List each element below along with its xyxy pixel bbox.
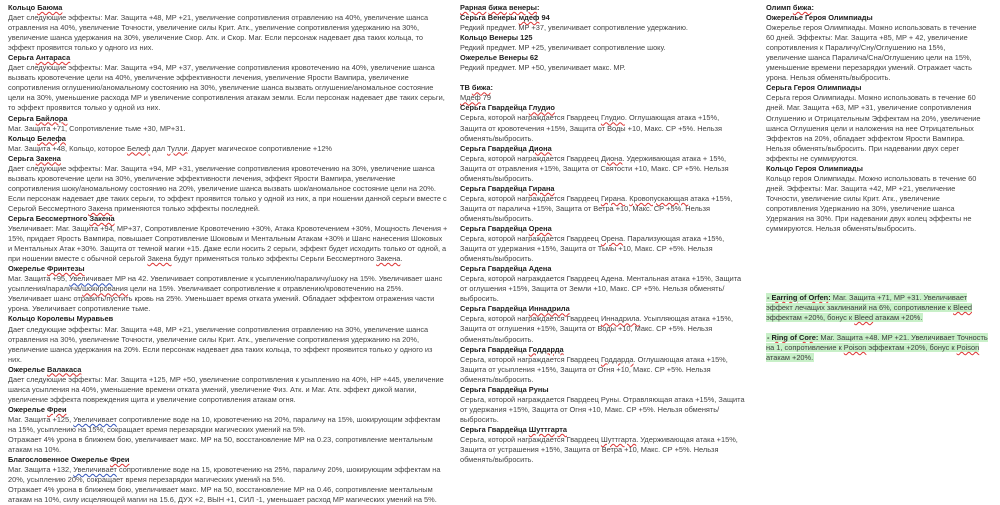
desc-text: сопротивление воде на 10, кровотечению на 20%, параличу на 15%, шокирующим эффектам на 15%, усыплению на 15%, сокращает время перезарядки магических умений на 5%. (8, 414, 441, 434)
item-venus-earring (460, 13, 745, 33)
name-word: Earring (771, 293, 798, 302)
desc-text: дал (150, 143, 168, 153)
desc-text: Серьга, которой награждается Гвардеец (460, 113, 601, 123)
title-text: Серьга (8, 153, 36, 163)
item-title (460, 103, 745, 113)
item-title: Ожерелье Венеры 62 (460, 53, 539, 63)
item-description-extra: Отражает 4% урона в ближнем бою, увеличивает макс. MP на 50, восстановление MP на 0.46, сопротивление ментальным атакам на 10%, силу исцеляющей магии на 15.6, ДУХ +2, ВЫН +1, СИЛ -1, уменьшает расход MP магических умений на 5%. (8, 485, 437, 505)
note-text: атакам +20%. (766, 353, 814, 363)
title-text: Серьга Гвардейца (460, 304, 529, 314)
desc-text: . Усыпляющая атака +15%, Защита от оглушения +15%, Защита от Воды +10, Макс. СР +5%. Нельзя обменять/выбросить. (460, 314, 734, 344)
item-description (460, 113, 745, 143)
item-baium-ring (8, 3, 448, 53)
item-description (460, 314, 745, 344)
header-colon: : (811, 3, 814, 12)
item-venus-ring (460, 33, 745, 53)
desc-name: Иннадрила (600, 314, 640, 324)
item-immortal-zaken-earring (8, 214, 448, 264)
note-text: Маг. Защита +48. MP +21. Увеличивает Точность на 1, сопротивление к (766, 333, 988, 353)
title-name: Валакаса (47, 364, 82, 374)
tv-mdef (460, 93, 745, 103)
tv-section-header (460, 83, 745, 93)
item-olympiad-necklace (766, 13, 986, 83)
note-text: атакам +20%. (873, 313, 923, 323)
item-venus-necklace (460, 53, 745, 73)
item-dion-earring (460, 144, 745, 184)
item-goddard-earring (460, 345, 745, 385)
desc-text: Маг. Защита +125, (8, 414, 74, 424)
desc-text: Дает следующие эффекты: Маг. Защита +94, MP +31, увеличение сопротивления кровотечению на 30%, увеличение шанса вызвать кровотечение цели на 30%, увеличение эффективности лечения, эффект Ярости Вампира, увеличение сопротивления шоку/аномальному состоянию на 20%, увеличение шанса вызвать шок/аномальное состояние цели на 20%. Если персонаж надевает две таких серьги, то эффект проявится только у одной из них, а при ношении данной серьги вместе с Серьгой Бессмертного (8, 163, 447, 213)
left-column (8, 3, 448, 505)
header-colon: : (537, 3, 540, 12)
title-text: Серьга (8, 53, 36, 63)
desc-name: Годдарда (600, 354, 634, 364)
desc-word: Увеличивает (73, 414, 117, 424)
title-text: Ожерелье (8, 264, 48, 274)
desc-text: Серьга, которой награждается Гвардеец (460, 354, 601, 364)
mdef-value: 79 (480, 93, 491, 103)
header-text: ТВ (460, 83, 472, 93)
title-text: Кольцо (8, 133, 38, 143)
item-title (460, 425, 745, 435)
dash: - (767, 293, 772, 302)
title-text: Серьга (8, 113, 36, 123)
name-word: of (797, 293, 809, 302)
item-description: Дает следующие эффекты: Маг. Защита +48, MP +21, увеличение сопротивления отравлению на 40%, увеличение шанса отравления на 40%, увеличение Точности, увеличение силы Крит. Атк., увеличение сопротивления удержанию на 30%, увеличение шанса удержания на 30%, увеличение Скор. Атк. и Скор. Маг. Если персонаж надевает два таких кольца, то эффект проявится только у одного из них. (8, 13, 429, 53)
item-frintezza-necklace (8, 264, 448, 314)
title-name: Годдарда (528, 344, 564, 354)
name-word: Orfen (808, 293, 829, 302)
desc-name: Шуттгарта (600, 434, 637, 444)
name-word: Ring (771, 333, 788, 343)
item-giran-earring (460, 184, 745, 224)
item-title (8, 365, 448, 375)
desc-text: будут применяться только эффекты Серьги Бессмертного (171, 254, 377, 264)
item-title (460, 345, 745, 355)
item-title: Серьга Гвардейца Адена (460, 264, 552, 274)
title-name: Закена (35, 153, 61, 163)
title-name: Шуттгарта (528, 424, 567, 434)
item-description (8, 224, 448, 264)
item-description: Серьга, которой награждается Гвардеец Адена. Ментальная атака +15%, Защита от оглушения +15%, Защита от Земли +10, Макс. СР +5%. Нельзя обменять/выбросить. (460, 274, 742, 304)
desc-text: . Дарует магическое сопротивление +12% (187, 143, 333, 153)
name-word: Core (799, 333, 816, 343)
title-name: Баюма (37, 3, 63, 12)
venus-section-header (460, 3, 745, 13)
title-name: Байлора (35, 113, 68, 123)
item-description (8, 274, 448, 314)
header-colon: : (490, 83, 493, 93)
item-beleth-ring (8, 134, 448, 154)
note-text: Маг. Защита +71, MP +31. Увеличивает эффект лечащих заклинаний на 6%, сопротивление к (766, 293, 968, 313)
item-title (8, 314, 448, 324)
title-text: Кольцо (8, 3, 38, 12)
item-description (8, 465, 448, 485)
desc-word: Кровопускающая (629, 193, 689, 203)
item-description (460, 194, 745, 224)
item-description (8, 164, 448, 214)
desc-name: Диона (600, 153, 623, 163)
item-description: Маг. Защита +71, Сопротивление тьме +30, MP+31. (8, 123, 186, 133)
item-olympiad-earring (766, 83, 986, 163)
item-title (460, 184, 745, 194)
desc-text: Маг. Защита +95, (8, 274, 70, 284)
item-baylor-earring (8, 114, 448, 134)
note-word: Bleed (953, 303, 972, 313)
title-text: Благословенное Ожерелье (8, 455, 110, 465)
desc-text: Серьга, которой награждается Гвардеец (460, 193, 601, 203)
item-aden-earring (460, 264, 745, 304)
header-text: Олимп (766, 3, 793, 12)
item-title (8, 455, 448, 465)
item-title (8, 53, 448, 63)
desc-name: Гирана (600, 193, 626, 203)
item-description: Дает следующие эффекты: Маг. Защита +94, MP +37, увеличение сопротивления кровотечению на 40%, увеличение шанса вызвать кровотечение цели на 40%, увеличение эффективности лечения, увеличение Ярости Вампира, увеличение сопротивления оглушению/аномальному состоянию на 30%, увеличение шанса вызвать оглушение/аномальное состояние цели на 30%, уменьшение расхода MP и увеличение сопротивления атакам земли. Если персонаж надевает две таких серьги, то эффект проявится только у одной из них. (8, 63, 445, 113)
desc-name: Закена (88, 203, 113, 213)
desc-name: Закена (147, 254, 172, 264)
item-freya-necklace (8, 405, 448, 455)
highlighted-text (766, 293, 972, 322)
note-text: эффектам +20%, бонус к (766, 313, 855, 323)
desc-name: Тулли (167, 143, 188, 153)
title-text: Серьга Гвардейца (460, 143, 529, 153)
title-text: Серьга Гвардейца (460, 103, 529, 113)
desc-text: атака +15%, Защита от паралича +15%, Защита от Ветра +10, Макс. СР +5%. Нельзя обменять/выбросить. (460, 193, 733, 223)
title-name: Фреи (109, 455, 130, 465)
title-text: Серьга Гвардейца (460, 183, 529, 193)
desc-word: Увеличивает (69, 274, 113, 284)
desc-name: Закена (376, 254, 401, 264)
desc-text: . Парализующая атака +15%, Защита от удержания +15%, Защита от Тьмы +10, Макс. СР +5%. Нельзя обменять/выбросить. (460, 234, 725, 264)
note-title (767, 333, 818, 342)
title-name: Иннадрила (528, 304, 570, 314)
note-ring-of-core (766, 333, 990, 363)
colon: : (828, 293, 831, 302)
header-word: бижа (471, 83, 491, 93)
item-antharas-earring (8, 53, 448, 113)
item-title (8, 134, 448, 144)
item-description-extra: Отражает 4% урона в ближнем бою, увеличивает макс. MP на 50, восстановление MP на 0.23, сопротивление ментальным атакам на 10%. (8, 435, 433, 455)
item-title (8, 405, 448, 415)
desc-name: Глудио (600, 113, 625, 123)
title-name: Закена (89, 213, 115, 223)
desc-name: Белеф (127, 143, 151, 153)
note-earring-of-orfen (766, 293, 990, 323)
desc-text: применяются только эффекты последней. (112, 203, 260, 213)
title-text: Кольцо Королевы Муравьев (8, 314, 114, 324)
title-name: Диона (528, 143, 552, 153)
header-word: бижа (792, 3, 812, 12)
header-word: Рарная (460, 3, 487, 12)
dash: - (767, 333, 772, 343)
title-name: Глудио (528, 103, 555, 113)
item-description: Кольцо героя Олимпиады. Можно использовать в течение 60 дней. Эффекты: Маг. Защита +42, MP +21, увеличение Точности, увеличение силы Крит. Атк., увеличение сопротивления Удержанию на 30%, увеличение шанса Удержания на 30%. При надевании двух колец эффекты не суммируются. Нельзя обменять/выбросить. (766, 173, 977, 234)
item-title (8, 3, 448, 13)
note-word: Poison (843, 343, 867, 353)
item-description (460, 154, 745, 184)
item-olympiad-ring (766, 164, 986, 234)
desc-text: Серьга, которой награждается Гвардеец (460, 314, 601, 324)
item-oren-earring (460, 224, 745, 264)
spacer (460, 73, 745, 83)
item-title: Серьга Героя Олимпиады (766, 83, 862, 93)
item-zaken-earring (8, 154, 448, 214)
desc-name: Орена (600, 234, 624, 244)
desc-text: . Удерживающая атака + 15%, Защита от отравления +15%, Защита от Святости +10, Макс. СР +5%. Нельзя обменять/выбросить. (460, 153, 729, 183)
item-description: Редкий предмет. MP +50, увеличивает макс. MP. (460, 63, 626, 73)
item-title (8, 214, 448, 224)
title-text: Ожерелье (8, 364, 48, 374)
desc-text: Маг. Защита +48, Кольцо, которое (8, 143, 127, 153)
mdef-label: Мдеф (460, 93, 481, 103)
title-name: Фреи (47, 404, 67, 414)
desc-word: Увеличивает (73, 465, 117, 475)
item-valakas-necklace (8, 365, 448, 405)
item-title (8, 264, 448, 274)
item-description: Дает следующие эффекты: Маг. Защита +125, MP +50, увеличение сопротивления к усыплению на 40%, HP +445, увеличение шанса усыпления на 40%, уменьшение времени отката умений, увеличение Физ. Атк. и Маг. Атк. эффект дикой магии, увеличение эффекта повреждения щита и увеличение сопротивления атакам огня. (8, 374, 444, 404)
desc-text: Маг. Защита +132, (8, 465, 74, 475)
middle-column (460, 3, 745, 465)
colon: : (815, 333, 819, 343)
item-title: Кольцо Венеры 125 (460, 33, 533, 43)
desc-text: . Оглушающая атака +15%, Защита от усыпления +15%, Защита от Огня +10, Макс. СР +5%. Нельзя обменять/выбросить. (460, 354, 728, 384)
note-word: Poison (956, 343, 980, 353)
desc-text: Серьга, которой награждается Гвардеец (460, 153, 601, 163)
item-description (460, 355, 745, 385)
desc-text: цели на 15%. Увеличивает сопротивление к отравлению/кровотечению на 25%. Увеличивает шанс отравить/пустить кровь на 25%. Уменьшает время отката умений. Обладает эффектом отражения части урона. Увеличивает сопротивление тьме. (8, 284, 435, 314)
mdef-value: 94 (539, 13, 550, 23)
item-schuttgart-earring (460, 425, 745, 465)
item-queen-ant-ring (8, 314, 448, 364)
item-title (460, 13, 745, 23)
item-description: Дает следующие эффекты: Маг. Защита +48, MP +21, увеличение сопротивления отравлению на 30%, увеличение шанса отравления на 30%, увеличение Точности, увеличение силы Крит. Атк., увеличение сопротивления удержанию на 20%, увеличение шанса удержания на 20%. Если персонаж надевает два таких кольца, то эффект проявится только у одного из них. (8, 324, 433, 364)
desc-text: MP на 42. Увеличивает сопротивление к усыплению/параличу/шоку на 15%. Увеличивает шанс усыпления/паралича/ (8, 274, 443, 294)
note-title (767, 293, 831, 302)
item-description (460, 435, 745, 465)
item-description: Серьга героя Олимпиады. Можно использовать в течение 60 дней. Маг. Защита +63, MP +31, увеличение сопротивления Оглушению и Отрицательным Эффектам на 20%, увеличение шанса Оглушения цели и наложения на нее Отрицательных Эффектов на 20%, обладает эффектом Ярости Вампира. Нельзя обменять/выбросить. При надевании двух серег эффекты не суммируются. (766, 93, 981, 163)
header-word: венеры (509, 3, 537, 12)
desc-text: сопротивление воде на 15, кровотечению на 25%, параличу 20%, шокирующим эффектам на 20%, усыплению 20%, сокращает время перезарядки магических умений на 5%. (8, 465, 441, 485)
title-text: Серьга Венеры (460, 13, 519, 23)
item-rune-earring (460, 385, 745, 425)
desc-text: . Оглушающая атака +15%, Защита от кровотечения +15%, Защита от Воды +10, Макс. СР +5%. Нельзя обменять/выбросить. (460, 113, 722, 143)
desc-text: Серьга, которой награждается Гвардеец (460, 434, 601, 444)
item-title (8, 154, 448, 164)
title-name: Антараса (35, 53, 71, 63)
title-text: Серьга Гвардейца (460, 223, 529, 233)
header-word: бижа (488, 3, 507, 12)
note-text: эффектам +20%, бонус к (866, 343, 957, 353)
desc-text: Серьга, которой награждается Гвардеец (460, 234, 601, 244)
item-title: Серьга Гвардейца Руны (460, 384, 549, 394)
item-blessed-freya-necklace (8, 455, 448, 505)
desc-text: . (400, 254, 403, 264)
item-description: Серьга, которой награждается Гвардеец Руны. Отравляющая атака +15%, Защита от удержания +15%, Защита от Огня +10, Макс. СР +5%. Нельзя обменять/выбросить. (460, 394, 745, 424)
title-name: Гирана (528, 183, 555, 193)
item-title: Ожерелье Героя Олимпиады (766, 13, 873, 23)
desc-word: шокирования (82, 284, 128, 294)
title-name: Фринтезы (47, 264, 85, 274)
item-title (460, 304, 745, 314)
item-description (460, 234, 745, 264)
right-column (766, 3, 986, 234)
item-description: Ожерелье героя Олимпиады. Можно использовать в течение 60 дней. Эффекты: Маг. Защита +85, MP + 42, увеличение сопротивления к Параличу/Сну/Оглушению на 15%, увеличение шанса Паралича/Сна/Оглушению цели на 15%, уменьшение времени перезарядки умений. Отражает часть урона. Нельзя обменять/выбросить. (766, 23, 977, 83)
item-description: Редкий предмет. MP +37, увеличивает сопротивление удержанию. (460, 23, 688, 33)
item-title: Кольцо Героя Олимпиады (766, 163, 863, 173)
item-title (460, 224, 745, 234)
highlighted-text (766, 333, 988, 362)
item-innadril-earring (460, 304, 745, 344)
item-gludio-earring (460, 103, 745, 143)
highlighted-notes (766, 293, 990, 373)
name-word: of (787, 333, 800, 343)
title-text: Ожерелье (8, 404, 48, 414)
title-name: Белефа (37, 133, 66, 143)
item-description (8, 415, 448, 435)
note-word: Bleed (854, 313, 874, 323)
item-title (8, 114, 448, 124)
item-description (8, 144, 448, 154)
title-text: Серьга Бессмертного (8, 213, 90, 223)
title-text: Серьга Гвардейца (460, 344, 529, 354)
title-name: Орена (528, 223, 552, 233)
item-description: Редкий предмет. MP +25, увеличивает сопротивление шоку. (460, 43, 666, 53)
desc-text: Увеличивает: Маг. Защита +94, MP+37, Сопротивление Кровотечению +30%, Атака Кровотечением +30%, Мощность Лечения + 15%, придает Ярость Вампира, повышает Сопротивление Шоковым и Ментальным Атакам +30% и Шанс нанесения Шоковых и Ментальных Атак +30%. Защита от темной магии +15. Даже если носить 2 серьги, эффект будет исходить только от одной, а при ношении вместе с обычной серьгой (8, 224, 448, 264)
title-text: Серьга Гвардейца (460, 424, 529, 434)
olympiad-section-header (766, 3, 986, 13)
item-title (460, 144, 745, 154)
mdef-label: мдеф (518, 13, 540, 23)
desc-text: . (625, 193, 630, 203)
desc-text: . Удерживающая атака +15%, Защита от устрашения +15%, Защита от Ветра +10, Макс. СР +5%. Нельзя обменять/выбросить. (460, 434, 738, 465)
